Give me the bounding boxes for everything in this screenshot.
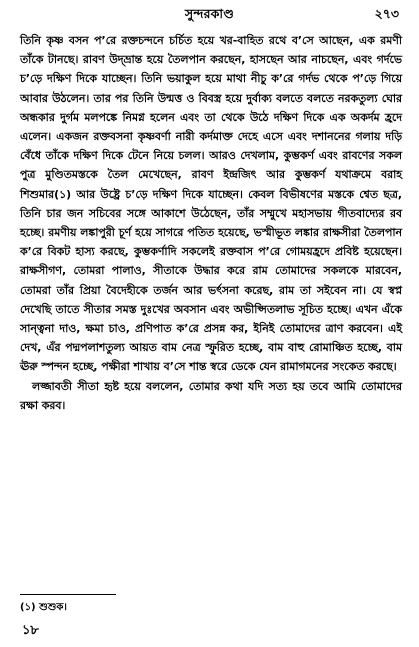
page-number: ২৭৩ [374,6,399,21]
main-text [20,31,402,415]
footnote: (১) শুশুক। [20,602,67,613]
paragraph-2: লজ্জাবতী সীতা হৃষ্ট হয়ে বললেন, তোমার কথা যদি সত্য হয় তবে আমি তোমাদের রক্ষা করব। [20,379,402,412]
footnote-rule [20,594,116,595]
paragraph-1: তিনি কৃষ্ণ বসন প’রে রক্তচন্দনে চর্চিত হয়ে খর-বাহিত রথে ব’সে আছেন, এক রমণী তাঁকে টানছে। রাবণ উদ্‌ভ্রান্ত হয়ে তৈলপান করছেন, হাসছেন আর নাচছেন, এবং গর্দভে চ’ড়ে দক্ষিণ দিকে যাচ্ছেন। তিনি ভয়াকুল হয়ে মাথা নীচু ক’রে গর্দভ থেকে প’ড়ে গিয়ে আবার উঠলেন। তার পর তিনি উন্মত্ত ও বিবস্ত্র হয়ে দুর্বাক্য বলতে বলতে নরকতুল্য ঘোর অন্ধকার দুর্গম মলপঙ্কে নিমগ্ন হলেন এবং তা থেকে উঠে দক্ষিণ দিকে এক অকর্দম হ্রদে এলেন। একজন রক্তবসনা কৃষ্ণবর্ণা নারী কর্দমাক্ত দেহে এসে এবং দশাননের গলায় দড়ি বেঁধে তাঁকে দক্ষিণ দিকে টেনে নিয়ে চলল। আরও দেখলাম, কুম্ভকর্ণ এবং রাবণের সকল পুত্র মুণ্ডিতমস্তকে তৈল মেখেছেন, রাবণ ইন্দ্রজিৎ আর কুম্ভকর্ণ যথাক্রমে বরাহ শিশুমার(১) আর উষ্ট্রে চ’ড়ে দক্ষিণ দিকে যাচ্ছেন। কেবল বিভীষণের মস্তকে শ্বেত ছত্র, তিনি চার জন সচিবের সঙ্গে আকাশে উঠেছেন, তাঁর সম্মুখে মহাসভায় গীতবাদ্যের রব হচ্ছে। রমণীয় লঙ্কাপুরী চূর্ণ হয়ে সাগরে পতিত হয়েছে, ভস্মীভূত লঙ্কার রাক্ষসীরা তৈলপান ক’রে বিকট হাস্য করছে, কুম্ভকর্ণাদি সকলেই রক্তবাস প’রে গোময়হ্রদে প্রবিষ্ট হয়েছেন। রাক্ষসীগণ, তোমরা পালাও, সীতাকে উদ্ধার করে রাম তোমাদের সকলকে মারবেন, তোমরা তাঁর প্রিয়া বৈদেহীকে তর্জন আর ভর্ৎসনা করেছ, রাম তা সইবেন না। যে স্বপ্ন দেখেছি তাতে সীতার সমস্ত দুঃখের অবসান এবং অভীপ্সিতলাভ সূচিত হচ্ছে। এখন এঁকে সান্ত্বনা দাও, ক্ষমা চাও, প্রণিপাত ক’রে প্রসন্ন কর, ইনিই তোমাদের ত্রাণ করবেন। এই দেখ, এঁর পদ্মপলাশতুল্য আয়ত বাম নেত্র স্ফুরিত হচ্ছে, বাম বাহু রোমাঞ্চিত হচ্ছে, বাম ঊরু স্পন্দন হচ্ছে, পক্ষীরা শাখায় ব’সে শান্ত স্বরে ডেকে যেন রামাগমনের সংকেত করছে। [20,34,402,374]
signature-mark: ১৮ [22,623,39,638]
chapter-title: সুন্দরকাণ্ড [184,6,235,21]
page-header [20,6,399,24]
